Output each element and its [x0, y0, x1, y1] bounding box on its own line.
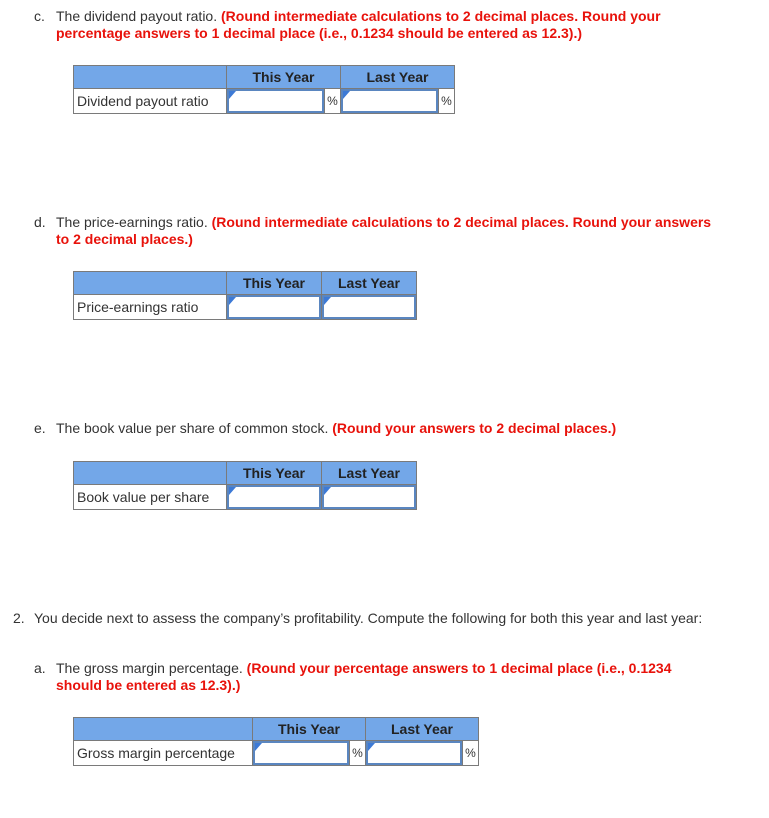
question-d — [34, 214, 716, 248]
column-header-last-year: Last Year — [341, 66, 455, 89]
input-marker-icon — [324, 297, 331, 305]
input-marker-icon — [368, 743, 375, 751]
book-value-last-year-input[interactable] — [322, 485, 416, 509]
percent-unit: % — [462, 741, 478, 765]
column-header-last-year: Last Year — [366, 718, 479, 741]
column-header-last-year: Last Year — [322, 272, 417, 295]
input-marker-icon — [229, 487, 236, 495]
rounding-instruction: (Round intermediate calculations to 2 decimal places. Round your percentage answers to 1 decimal place (i.e., 0.1234 should be entered as 12.3).) — [56, 8, 661, 41]
answer-cell — [253, 741, 366, 766]
percent-unit: % — [324, 89, 340, 113]
input-marker-icon — [343, 91, 350, 99]
percent-unit: % — [438, 89, 454, 113]
question-letter: c. — [34, 8, 45, 24]
table-corner — [74, 272, 227, 295]
input-marker-icon — [324, 487, 331, 495]
answer-cell — [227, 485, 322, 510]
answer-cell — [341, 89, 455, 114]
row-label: Book value per share — [74, 485, 227, 510]
answer-cell — [227, 295, 322, 320]
question-letter: a. — [34, 660, 46, 676]
input-marker-icon — [255, 743, 262, 751]
row-label: Dividend payout ratio — [74, 89, 227, 114]
column-header-this-year: This Year — [227, 272, 322, 295]
question-text: You decide next to assess the company’s profitability. Compute the following for both this year and last year: — [34, 610, 703, 626]
gross-margin-this-year-input[interactable] — [253, 741, 349, 765]
rounding-instruction: (Round your answers to 2 decimal places.) — [332, 420, 617, 436]
column-header-this-year: This Year — [227, 462, 322, 485]
table-corner — [74, 462, 227, 485]
question-lead: The book value per share of common stock. — [56, 420, 329, 436]
table-corner — [74, 66, 227, 89]
dividend-payout-last-year-input[interactable] — [341, 89, 438, 113]
book-value-this-year-input[interactable] — [227, 485, 321, 509]
column-header-this-year: This Year — [227, 66, 341, 89]
question-number: 2. — [13, 610, 25, 626]
question-lead: The gross margin percentage. — [56, 660, 243, 676]
input-marker-icon — [229, 91, 236, 99]
gross-margin-table — [73, 717, 479, 766]
answer-cell — [227, 89, 341, 114]
question-2 — [13, 610, 714, 627]
book-value-table — [73, 461, 417, 510]
price-earnings-last-year-input[interactable] — [322, 295, 416, 319]
price-earnings-this-year-input[interactable] — [227, 295, 321, 319]
question-2a — [34, 660, 716, 694]
answer-cell — [366, 741, 479, 766]
question-e — [34, 420, 716, 437]
column-header-last-year: Last Year — [322, 462, 417, 485]
rounding-instruction: (Round your percentage answers to 1 decimal place (i.e., 0.1234 should be entered as 12.3).) — [56, 660, 672, 693]
question-letter: d. — [34, 214, 46, 230]
input-marker-icon — [229, 297, 236, 305]
percent-unit: % — [349, 741, 365, 765]
table-corner — [74, 718, 253, 741]
dividend-payout-table — [73, 65, 455, 114]
answer-cell — [322, 295, 417, 320]
row-label: Price-earnings ratio — [74, 295, 227, 320]
question-lead: The dividend payout ratio. — [56, 8, 218, 24]
question-lead: The price-earnings ratio. — [56, 214, 208, 230]
question-letter: e. — [34, 420, 46, 436]
gross-margin-last-year-input[interactable] — [366, 741, 462, 765]
question-c — [34, 8, 716, 42]
dividend-payout-this-year-input[interactable] — [227, 89, 324, 113]
rounding-instruction: (Round intermediate calculations to 2 decimal places. Round your answers to 2 decimal places.) — [56, 214, 712, 247]
price-earnings-table — [73, 271, 417, 320]
column-header-this-year: This Year — [253, 718, 366, 741]
answer-cell — [322, 485, 417, 510]
row-label: Gross margin percentage — [74, 741, 253, 766]
